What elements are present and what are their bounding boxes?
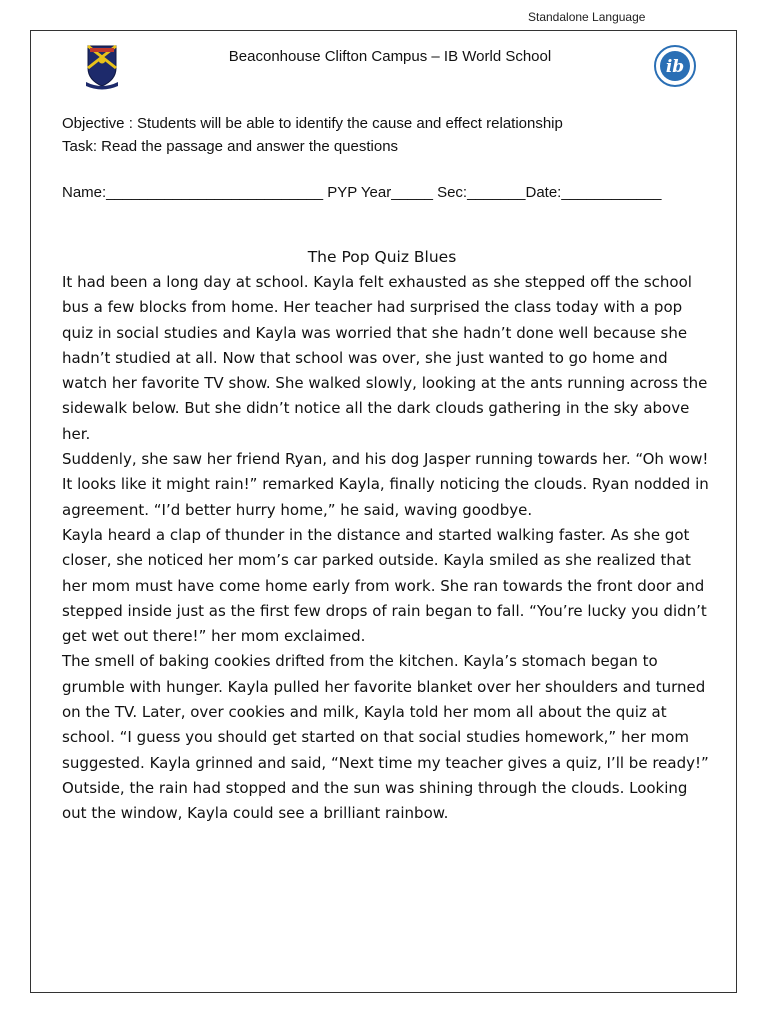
passage-paragraph: Suddenly, she saw her friend Ryan, and his dog Jasper running towards her. “Oh wow! It looks like it might rain!” remarked Kayla, finally noticing the clouds. Ryan nodded in agreement. “I’d better hurry home,” he said, waving goodbye. [62, 450, 709, 519]
student-info-line: Name:__________________________ PYP Year_____ Sec:_______Date:____________ [62, 184, 662, 201]
passage-paragraph: The smell of baking cookies drifted from the kitchen. Kayla’s stomach began to grumble with hunger. Kayla pulled her favorite blanket over her shoulders and turned on the TV. Later, over cookies and milk, Kayla told her mom all about the quiz at school. “I guess you should get started on that social studies homework,” her mom suggested. Kayla grinned and said, “Next time my teacher gives a quiz, I’ll be ready!” Outside, the rain had stopped and the sun was shining through the clouds. Looking out the window, Kayla could see a brilliant rainbow. [62, 652, 709, 823]
passage-paragraph: It had been a long day at school. Kayla felt exhausted as she stepped off the school bus a few blocks from home. Her teacher had surprised the class today with a pop quiz in social studies and Kayla was worried that she hadn’t done well because she hadn’t studied at all. Now that school was over, she just wanted to go home and watch her favorite TV show. She walked slowly, looking at the ants running across the sidewalk below. But she didn’t notice all the dark clouds gathering in the sky above her. [62, 273, 708, 443]
passage-paragraph: Kayla heard a clap of thunder in the distance and started walking faster. As she got closer, she noticed her mom’s car parked outside. Kayla smiled as she realized that her mom must have come home early from work. She ran towards the front door and stepped inside just as the first few drops of rain began to fall. “You’re lucky you didn’t get wet out there!” her mom exclaimed. [62, 525, 707, 646]
ib-logo-icon [653, 44, 697, 88]
task-text: Task: Read the passage and answer the questions [62, 138, 399, 155]
passage-body [62, 270, 712, 827]
school-crest-icon [84, 42, 120, 90]
document-tag: Standalone Language [528, 10, 646, 24]
school-name: Beaconhouse Clifton Campus – IB World School [228, 48, 552, 65]
objective-text: Objective : Students will be able to identify the cause and effect relationship [62, 115, 563, 132]
ib-logo-text: ib [665, 57, 685, 77]
passage-title: The Pop Quiz Blues [307, 248, 457, 266]
